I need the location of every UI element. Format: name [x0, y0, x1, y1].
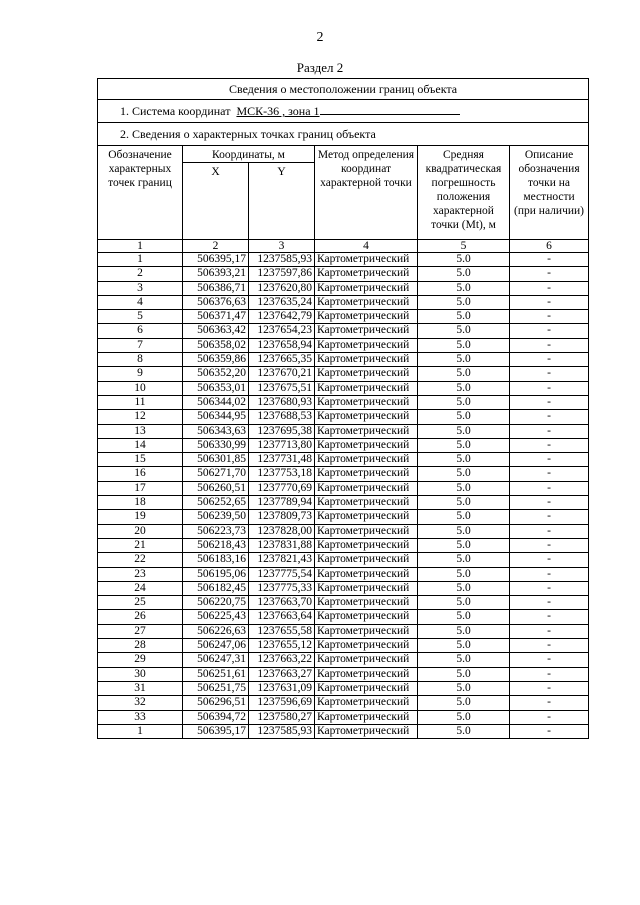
table-row — [98, 424, 589, 438]
coord-y-cell: 1237831,88 — [249, 538, 315, 552]
method-cell: Картометрический — [315, 496, 418, 510]
method-cell: Картометрический — [315, 710, 418, 724]
point-designation-cell: 27 — [98, 624, 183, 638]
point-designation-cell: 30 — [98, 667, 183, 681]
table-row — [98, 538, 589, 552]
description-cell: - — [510, 667, 589, 681]
description-cell: - — [510, 681, 589, 695]
mean-error-cell: 5.0 — [418, 653, 510, 667]
column-number: 1 — [98, 240, 183, 253]
mean-error-cell: 5.0 — [418, 510, 510, 524]
coord-y-cell: 1237597,86 — [249, 267, 315, 281]
header-method: Метод определения координат характерной точки — [315, 146, 418, 240]
table-row — [98, 395, 589, 409]
description-cell: - — [510, 267, 589, 281]
coord-x-cell: 506251,61 — [183, 667, 249, 681]
coord-y-cell: 1237620,80 — [249, 281, 315, 295]
table-row — [98, 453, 589, 467]
coord-x-cell: 506353,01 — [183, 381, 249, 395]
description-cell: - — [510, 496, 589, 510]
mean-error-cell: 5.0 — [418, 624, 510, 638]
coord-y-cell: 1237663,27 — [249, 667, 315, 681]
point-designation-cell: 29 — [98, 653, 183, 667]
table-row — [98, 696, 589, 710]
coord-x-cell: 506376,63 — [183, 295, 249, 309]
point-designation-cell: 20 — [98, 524, 183, 538]
method-cell: Картометрический — [315, 553, 418, 567]
coord-y-cell: 1237580,27 — [249, 710, 315, 724]
table-row — [98, 510, 589, 524]
coord-y-cell: 1237695,38 — [249, 424, 315, 438]
table-row — [98, 353, 589, 367]
table-row — [98, 410, 589, 424]
coordinate-system-label: 1. Система координат — [120, 104, 231, 118]
method-cell: Картометрический — [315, 324, 418, 338]
mean-error-cell: 5.0 — [418, 696, 510, 710]
coord-x-cell: 506386,71 — [183, 281, 249, 295]
coord-y-cell: 1237665,35 — [249, 353, 315, 367]
coord-y-cell: 1237675,51 — [249, 381, 315, 395]
method-cell: Картометрический — [315, 467, 418, 481]
mean-error-cell: 5.0 — [418, 596, 510, 610]
mean-error-cell: 5.0 — [418, 610, 510, 624]
point-designation-cell: 33 — [98, 710, 183, 724]
table-row — [98, 338, 589, 352]
coord-x-cell: 506218,43 — [183, 538, 249, 552]
point-designation-cell: 5 — [98, 310, 183, 324]
coord-x-cell: 506247,06 — [183, 639, 249, 653]
coord-x-cell: 506260,51 — [183, 481, 249, 495]
description-cell: - — [510, 424, 589, 438]
mean-error-cell: 5.0 — [418, 710, 510, 724]
table-row — [98, 438, 589, 452]
method-cell: Картометрический — [315, 624, 418, 638]
coordinate-system-row — [98, 100, 589, 123]
method-cell: Картометрический — [315, 667, 418, 681]
coord-x-cell: 506220,75 — [183, 596, 249, 610]
coord-y-cell: 1237688,53 — [249, 410, 315, 424]
column-number: 3 — [249, 240, 315, 253]
point-designation-cell: 7 — [98, 338, 183, 352]
table-row — [98, 310, 589, 324]
mean-error-cell: 5.0 — [418, 353, 510, 367]
point-designation-cell: 18 — [98, 496, 183, 510]
table-row — [98, 553, 589, 567]
description-cell: - — [510, 653, 589, 667]
point-designation-cell: 31 — [98, 681, 183, 695]
point-designation-cell: 16 — [98, 467, 183, 481]
coord-y-cell: 1237731,48 — [249, 453, 315, 467]
coord-x-cell: 506251,75 — [183, 681, 249, 695]
table-row — [98, 667, 589, 681]
description-cell: - — [510, 338, 589, 352]
method-cell: Картометрический — [315, 724, 418, 738]
method-cell: Картометрический — [315, 481, 418, 495]
coord-x-cell: 506394,72 — [183, 710, 249, 724]
mean-error-cell: 5.0 — [418, 395, 510, 409]
coord-x-cell: 506395,17 — [183, 724, 249, 738]
mean-error-cell: 5.0 — [418, 496, 510, 510]
description-cell: - — [510, 467, 589, 481]
mean-error-cell: 5.0 — [418, 581, 510, 595]
mean-error-cell: 5.0 — [418, 424, 510, 438]
point-designation-cell: 9 — [98, 367, 183, 381]
method-cell: Картометрический — [315, 639, 418, 653]
column-number: 2 — [183, 240, 249, 253]
table-row — [98, 639, 589, 653]
coord-y-cell: 1237789,94 — [249, 496, 315, 510]
coord-x-cell: 506358,02 — [183, 338, 249, 352]
table-row — [98, 524, 589, 538]
coord-y-cell: 1237596,69 — [249, 696, 315, 710]
method-cell: Картометрический — [315, 524, 418, 538]
table-row — [98, 467, 589, 481]
coord-x-cell: 506395,17 — [183, 253, 249, 267]
mean-error-cell: 5.0 — [418, 338, 510, 352]
table-title: Сведения о местоположении границ объекта — [98, 79, 589, 100]
description-cell: - — [510, 610, 589, 624]
coord-y-cell: 1237713,80 — [249, 438, 315, 452]
header-y: Y — [249, 163, 315, 240]
description-cell: - — [510, 710, 589, 724]
coord-y-cell: 1237663,22 — [249, 653, 315, 667]
header-designation: Обозначение характерных точек границ — [98, 146, 183, 240]
point-designation-cell: 14 — [98, 438, 183, 452]
coord-x-cell: 506371,47 — [183, 310, 249, 324]
coord-x-cell: 506363,42 — [183, 324, 249, 338]
description-cell: - — [510, 639, 589, 653]
description-cell: - — [510, 253, 589, 267]
table-row — [98, 496, 589, 510]
coord-y-cell: 1237655,58 — [249, 624, 315, 638]
description-cell: - — [510, 538, 589, 552]
column-number: 6 — [510, 240, 589, 253]
mean-error-cell: 5.0 — [418, 524, 510, 538]
table-row — [98, 581, 589, 595]
coord-x-cell: 506330,99 — [183, 438, 249, 452]
mean-error-cell: 5.0 — [418, 295, 510, 309]
coord-x-cell: 506344,02 — [183, 395, 249, 409]
point-designation-cell: 6 — [98, 324, 183, 338]
table-row — [98, 653, 589, 667]
coord-x-cell: 506195,06 — [183, 567, 249, 581]
coord-y-cell: 1237585,93 — [249, 253, 315, 267]
mean-error-cell: 5.0 — [418, 567, 510, 581]
coord-x-cell: 506183,16 — [183, 553, 249, 567]
method-cell: Картометрический — [315, 610, 418, 624]
description-cell: - — [510, 295, 589, 309]
column-numbers-row — [98, 240, 589, 253]
description-cell: - — [510, 395, 589, 409]
mean-error-cell: 5.0 — [418, 438, 510, 452]
point-designation-cell: 2 — [98, 267, 183, 281]
mean-error-cell: 5.0 — [418, 253, 510, 267]
description-cell: - — [510, 553, 589, 567]
point-designation-cell: 25 — [98, 596, 183, 610]
point-designation-cell: 3 — [98, 281, 183, 295]
method-cell: Картометрический — [315, 267, 418, 281]
coord-x-cell: 506271,70 — [183, 467, 249, 481]
coord-x-cell: 506352,20 — [183, 367, 249, 381]
table-row — [98, 681, 589, 695]
point-designation-cell: 26 — [98, 610, 183, 624]
point-designation-cell: 24 — [98, 581, 183, 595]
mean-error-cell: 5.0 — [418, 481, 510, 495]
description-cell: - — [510, 624, 589, 638]
mean-error-cell: 5.0 — [418, 667, 510, 681]
method-cell: Картометрический — [315, 424, 418, 438]
mean-error-cell: 5.0 — [418, 467, 510, 481]
description-cell: - — [510, 581, 589, 595]
point-designation-cell: 23 — [98, 567, 183, 581]
coord-x-cell: 506343,63 — [183, 424, 249, 438]
table-row — [98, 324, 589, 338]
coord-y-cell: 1237821,43 — [249, 553, 315, 567]
description-cell: - — [510, 567, 589, 581]
method-cell: Картометрический — [315, 281, 418, 295]
coord-y-cell: 1237663,64 — [249, 610, 315, 624]
description-cell: - — [510, 524, 589, 538]
mean-error-cell: 5.0 — [418, 310, 510, 324]
coord-x-cell: 506296,51 — [183, 696, 249, 710]
point-designation-cell: 21 — [98, 538, 183, 552]
point-designation-cell: 11 — [98, 395, 183, 409]
method-cell: Картометрический — [315, 681, 418, 695]
table-row — [98, 281, 589, 295]
coord-y-cell: 1237828,00 — [249, 524, 315, 538]
method-cell: Картометрический — [315, 367, 418, 381]
mean-error-cell: 5.0 — [418, 381, 510, 395]
coord-x-cell: 506239,50 — [183, 510, 249, 524]
column-number: 4 — [315, 240, 418, 253]
coordinate-system-value: МСК-36 , зона 1 — [236, 104, 320, 118]
point-designation-cell: 28 — [98, 639, 183, 653]
coord-x-cell: 506223,73 — [183, 524, 249, 538]
coord-x-cell: 506226,63 — [183, 624, 249, 638]
coord-y-cell: 1237753,18 — [249, 467, 315, 481]
point-designation-cell: 12 — [98, 410, 183, 424]
coord-y-cell: 1237680,93 — [249, 395, 315, 409]
point-designation-cell: 1 — [98, 724, 183, 738]
table-row — [98, 267, 589, 281]
description-cell: - — [510, 724, 589, 738]
description-cell: - — [510, 367, 589, 381]
coord-y-cell: 1237770,69 — [249, 481, 315, 495]
coord-y-cell: 1237663,70 — [249, 596, 315, 610]
table-row — [98, 610, 589, 624]
method-cell: Картометрический — [315, 581, 418, 595]
method-cell: Картометрический — [315, 310, 418, 324]
description-cell: - — [510, 310, 589, 324]
description-cell: - — [510, 353, 589, 367]
coord-x-cell: 506247,31 — [183, 653, 249, 667]
description-cell: - — [510, 481, 589, 495]
method-cell: Картометрический — [315, 353, 418, 367]
coord-y-cell: 1237585,93 — [249, 724, 315, 738]
point-designation-cell: 4 — [98, 295, 183, 309]
point-designation-cell: 15 — [98, 453, 183, 467]
method-cell: Картометрический — [315, 653, 418, 667]
coord-y-cell: 1237775,54 — [249, 567, 315, 581]
underline-filler — [320, 104, 460, 115]
table-row — [98, 596, 589, 610]
table-row — [98, 295, 589, 309]
description-cell: - — [510, 453, 589, 467]
method-cell: Картометрический — [315, 453, 418, 467]
point-designation-cell: 8 — [98, 353, 183, 367]
method-cell: Картометрический — [315, 596, 418, 610]
table-row — [98, 253, 589, 267]
method-cell: Картометрический — [315, 338, 418, 352]
point-designation-cell: 10 — [98, 381, 183, 395]
method-cell: Картометрический — [315, 253, 418, 267]
mean-error-cell: 5.0 — [418, 453, 510, 467]
mean-error-cell: 5.0 — [418, 267, 510, 281]
table-row — [98, 624, 589, 638]
mean-error-cell: 5.0 — [418, 553, 510, 567]
mean-error-cell: 5.0 — [418, 681, 510, 695]
coord-x-cell: 506225,43 — [183, 610, 249, 624]
method-cell: Картометрический — [315, 395, 418, 409]
header-error: Средняя квадратическая погрешность положения характерной точки (Mt), м — [418, 146, 510, 240]
method-cell: Картометрический — [315, 696, 418, 710]
method-cell: Картометрический — [315, 438, 418, 452]
point-designation-cell: 22 — [98, 553, 183, 567]
coord-x-cell: 506359,86 — [183, 353, 249, 367]
coord-x-cell: 506252,65 — [183, 496, 249, 510]
header-coordinates: Координаты, м — [183, 146, 315, 163]
description-cell: - — [510, 281, 589, 295]
table-row — [98, 381, 589, 395]
point-designation-cell: 32 — [98, 696, 183, 710]
description-cell: - — [510, 696, 589, 710]
section-title: Раздел 2 — [296, 60, 344, 75]
description-cell: - — [510, 324, 589, 338]
table-row — [98, 710, 589, 724]
description-cell: - — [510, 596, 589, 610]
point-designation-cell: 13 — [98, 424, 183, 438]
method-cell: Картометрический — [315, 295, 418, 309]
method-cell: Картометрический — [315, 538, 418, 552]
boundary-points-table — [97, 78, 589, 739]
table-row — [98, 567, 589, 581]
point-designation-cell: 17 — [98, 481, 183, 495]
coord-y-cell: 1237642,79 — [249, 310, 315, 324]
coord-y-cell: 1237654,23 — [249, 324, 315, 338]
coord-x-cell: 506301,85 — [183, 453, 249, 467]
coord-x-cell: 506344,95 — [183, 410, 249, 424]
coord-y-cell: 1237809,73 — [249, 510, 315, 524]
coord-y-cell: 1237670,21 — [249, 367, 315, 381]
coord-x-cell: 506182,45 — [183, 581, 249, 595]
method-cell: Картометрический — [315, 510, 418, 524]
coord-y-cell: 1237655,12 — [249, 639, 315, 653]
description-cell: - — [510, 381, 589, 395]
table-row — [98, 367, 589, 381]
page-number: 2 — [316, 30, 324, 45]
description-cell: - — [510, 410, 589, 424]
header-x: X — [183, 163, 249, 240]
coord-y-cell: 1237775,33 — [249, 581, 315, 595]
point-designation-cell: 1 — [98, 253, 183, 267]
column-number: 5 — [418, 240, 510, 253]
header-description: Описание обозначения точки на местности (при наличии) — [510, 146, 589, 240]
method-cell: Картометрический — [315, 567, 418, 581]
coord-x-cell: 506393,21 — [183, 267, 249, 281]
mean-error-cell: 5.0 — [418, 281, 510, 295]
mean-error-cell: 5.0 — [418, 538, 510, 552]
method-cell: Картометрический — [315, 381, 418, 395]
method-cell: Картометрический — [315, 410, 418, 424]
points-info-label: 2. Сведения о характерных точках границ объекта — [98, 123, 589, 146]
mean-error-cell: 5.0 — [418, 367, 510, 381]
point-designation-cell: 19 — [98, 510, 183, 524]
description-cell: - — [510, 510, 589, 524]
coord-y-cell: 1237635,24 — [249, 295, 315, 309]
mean-error-cell: 5.0 — [418, 410, 510, 424]
description-cell: - — [510, 438, 589, 452]
mean-error-cell: 5.0 — [418, 324, 510, 338]
coord-y-cell: 1237631,09 — [249, 681, 315, 695]
table-row — [98, 481, 589, 495]
mean-error-cell: 5.0 — [418, 724, 510, 738]
coord-y-cell: 1237658,94 — [249, 338, 315, 352]
mean-error-cell: 5.0 — [418, 639, 510, 653]
table-row — [98, 724, 589, 738]
